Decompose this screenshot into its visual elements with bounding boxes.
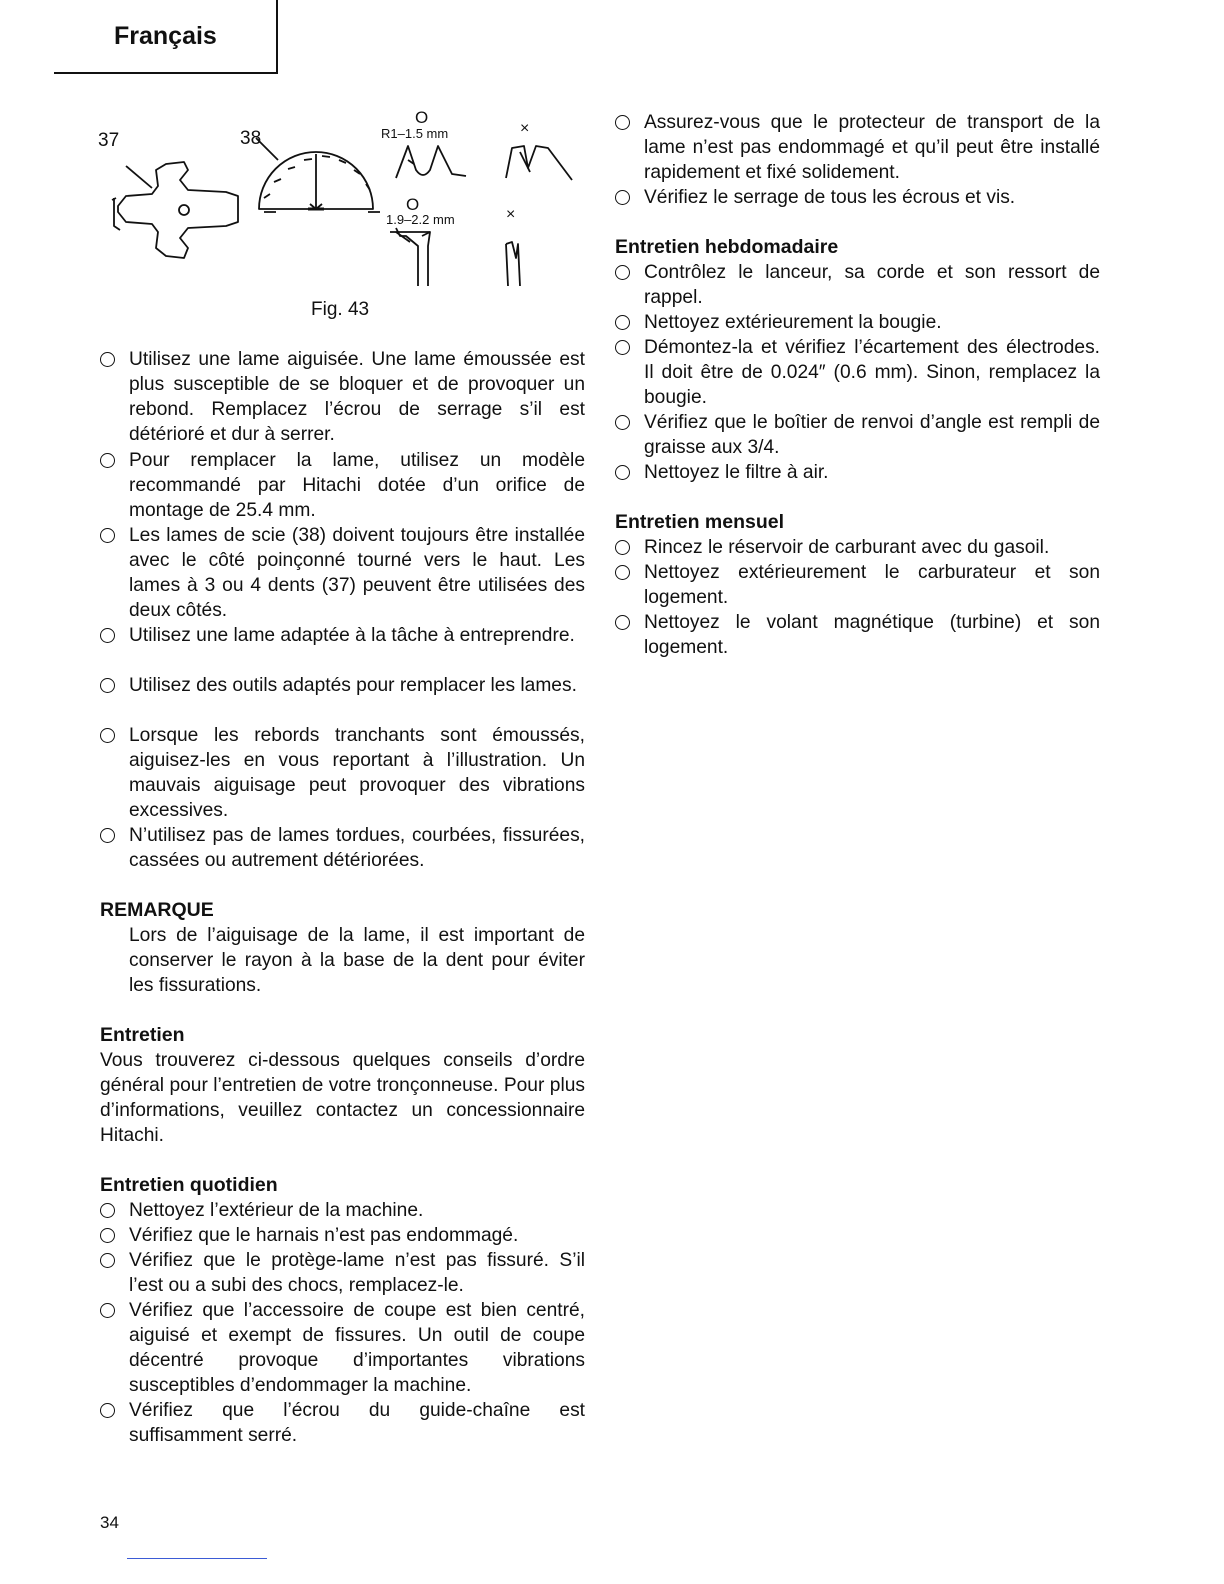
circle-bullet-icon <box>100 1403 115 1418</box>
correct-tooth-profile-icon <box>396 146 466 178</box>
circle-bullet-icon <box>100 528 115 543</box>
circle-bullet-icon <box>100 828 115 843</box>
circle-bullet-icon <box>100 678 115 693</box>
wrong-tooth-profile-icon <box>506 146 572 180</box>
list-item: Nettoyez extérieurement le carburateur et son logement. <box>615 560 1100 610</box>
circle-bullet-icon <box>615 265 630 280</box>
note-text: Lors de l’aiguisage de la lame, il est important de conserver le rayon à la base de la dent pour éviter les fissurations. <box>129 925 585 996</box>
list-item: Vérifiez que le boîtier de renvoi d’angle est rempli de graisse aux 3/4. <box>615 410 1100 460</box>
weekly-heading: Entretien hebdomadaire <box>615 236 839 258</box>
radius-label: R1–1.5 mm <box>381 126 449 141</box>
list-item: Utilisez une lame adaptée à la tâche à entreprendre. <box>100 623 585 648</box>
language-tab <box>54 0 278 74</box>
list-item: Pour remplacer la lame, utilisez un modèle recommandé par Hitachi dotée d’un orifice de montage de 25.4 mm. <box>100 448 585 523</box>
list-item: Utilisez une lame aiguisée. Une lame émoussée est plus susceptible de se bloquer et de provoquer un rebond. Remplacez l’écrou de serrage s’il est détérioré et dur à serrer. <box>100 347 585 447</box>
list-item: Vérifiez le serrage de tous les écrous et vis. <box>615 185 1100 210</box>
circle-bullet-icon <box>100 1203 115 1218</box>
note-heading: REMARQUE <box>100 899 214 921</box>
circle-bullet-icon <box>615 340 630 355</box>
circle-bullet-icon <box>615 315 630 330</box>
list-item: Vérifiez que le protège-lame n’est pas fissuré. S’il l’est ou a subi des chocs, remplacez-le. <box>100 1248 585 1298</box>
list-item: Vérifiez que le harnais n’est pas endommagé. <box>100 1223 585 1248</box>
circle-bullet-icon <box>615 615 630 630</box>
list-item: Utilisez des outils adaptés pour remplacer les lames. <box>100 673 585 698</box>
list-item: Démontez-la et vérifiez l’écartement des électrodes. Il doit être de 0.024″ (0.6 mm). Sinon, remplacez la bougie. <box>615 335 1100 410</box>
four-tooth-blade-icon <box>112 162 238 258</box>
circle-bullet-icon <box>615 190 630 205</box>
maintenance-text: Vous trouverez ci-dessous quelques conseils d’ordre général pour l’entretien de votre tronçonneuse. Pour plus d’informations, veuillez contactez un concessionnaire Hitachi. <box>100 1050 585 1146</box>
circle-bullet-icon <box>615 540 630 555</box>
circle-bullet-icon <box>615 565 630 580</box>
circle-bullet-icon <box>100 1303 115 1318</box>
list-item: Nettoyez le filtre à air. <box>615 460 1100 485</box>
circle-bullet-icon <box>615 415 630 430</box>
correct-tooth-gap-icon <box>390 228 430 286</box>
daily-heading: Entretien quotidien <box>100 1174 278 1196</box>
list-item: Assurez-vous que le protecteur de transport de la lame n’est pas endommagé et qu’il peut être installé rapidement et fixé solidement. <box>615 110 1100 185</box>
saw-blade-icon <box>256 138 380 212</box>
list-item: Vérifiez que l’écrou du guide-chaîne est suffisamment serré. <box>100 1398 585 1448</box>
list-item: N’utilisez pas de lames tordues, courbées, fissurées, cassées ou autrement détériorées. <box>100 823 585 873</box>
wrong-tooth-gap-icon <box>506 242 520 286</box>
list-item: Contrôlez le lanceur, sa corde et son ressort de rappel. <box>615 260 1100 310</box>
circle-bullet-icon <box>100 1228 115 1243</box>
list-item: Nettoyez l’extérieur de la machine. <box>100 1198 585 1223</box>
circle-bullet-icon <box>100 1253 115 1268</box>
circle-bullet-icon <box>100 453 115 468</box>
wrong-mark-top: × <box>520 120 530 137</box>
ok-mark-top: O <box>415 108 429 127</box>
circle-bullet-icon <box>615 465 630 480</box>
list-item: Nettoyez extérieurement la bougie. <box>615 310 1100 335</box>
monthly-heading: Entretien mensuel <box>615 511 785 533</box>
maintenance-heading: Entretien <box>100 1024 185 1046</box>
label-37: 37 <box>98 130 120 151</box>
label-38: 38 <box>240 128 262 149</box>
circle-bullet-icon <box>100 628 115 643</box>
list-item: Lorsque les rebords tranchants sont émoussés, aiguisez-les en vous reportant à l’illustration. Un mauvais aiguisage peut provoquer des vibrations excessives. <box>100 723 585 823</box>
gap-label: 1.9–2.2 mm <box>386 212 455 227</box>
language-label: Français <box>114 22 217 50</box>
wrong-mark-bottom: × <box>506 206 516 223</box>
list-item: Rincez le réservoir de carburant avec du gasoil. <box>615 535 1100 560</box>
list-item: Vérifiez que l’accessoire de coupe est bien centré, aiguisé et exempt de fissures. Un outil de coupe décentré provoque d’importantes vibrations susceptibles d’endommager la machine. <box>100 1298 585 1398</box>
ok-mark-bottom: O <box>406 195 420 214</box>
circle-bullet-icon <box>100 352 115 367</box>
figure-43 <box>96 108 596 328</box>
list-item: Les lames de scie (38) doivent toujours être installée avec le côté poinçonné tourné vers le haut. Les lames à 3 ou 4 dents (37) peuvent être utilisées des deux côtés. <box>100 523 585 623</box>
list-item: Nettoyez le volant magnétique (turbine) et son logement. <box>615 610 1100 660</box>
page-number: 34 <box>100 1513 119 1532</box>
footer-rule <box>127 1558 267 1559</box>
figure-caption: Fig. 43 <box>311 299 370 320</box>
circle-bullet-icon <box>100 728 115 743</box>
circle-bullet-icon <box>615 115 630 130</box>
